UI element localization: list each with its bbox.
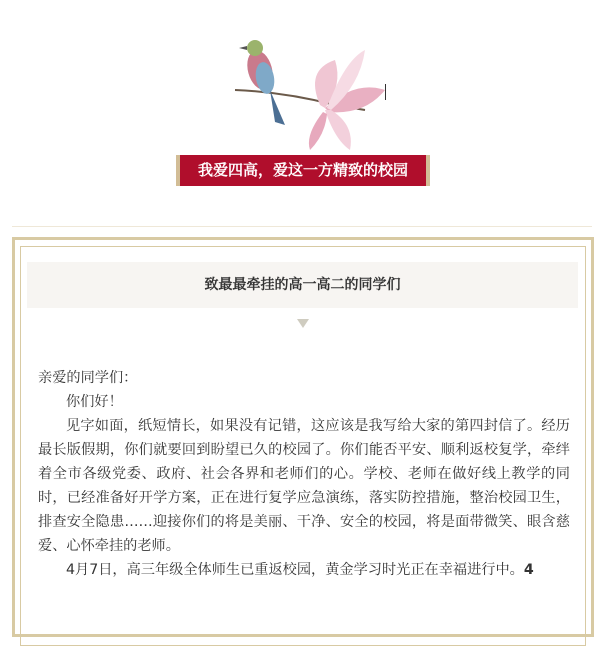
salutation: 亲爱的同学们： xyxy=(38,370,138,386)
header-banner: 我爱四高，爱这一方精致的校园 xyxy=(176,155,430,186)
text-cursor xyxy=(385,84,386,100)
greeting: 你们好！ xyxy=(66,394,123,410)
triangle-down-icon xyxy=(297,319,309,328)
paragraph: 见字如面，纸短情长，如果没有记错，这应该是我写给大家的第四封信了。经历最长版假期，你们就要回到盼望已久的校园了。你们能否平安、顺利返校复学，牵绊着全市各级党委、政府、社会各界和老师们的心。学校、老师在做好线上教学的同时，已经准备好开学方案，正在进行复学应急演练，落实防控措施，整治校园卫生，排查安全隐患……迎接你们的将是美丽、干净、安全的校园，将是面带微笑、眼含慈爱、心怀牵挂的老师。 xyxy=(38,418,570,554)
divider xyxy=(12,226,592,227)
letter-title: 致最最牵挂的高一高二的同学们 xyxy=(27,262,578,308)
bird-magnolia-illustration xyxy=(225,30,395,155)
letter-body xyxy=(38,366,570,582)
paragraph: 4月7日，高三年级全体师生已重返校园，黄金学习时光正在幸福进行中。4 xyxy=(66,562,534,578)
